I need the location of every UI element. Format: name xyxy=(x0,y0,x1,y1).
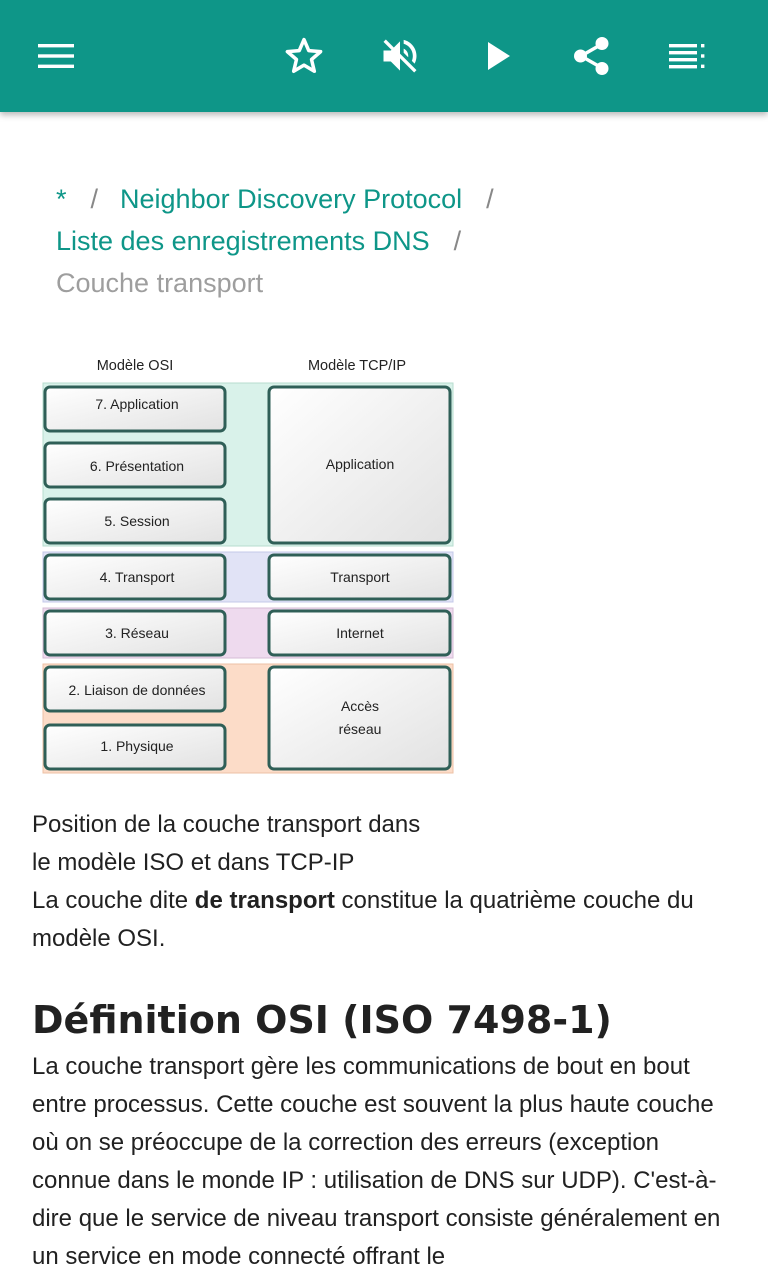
mute-button[interactable] xyxy=(372,28,428,84)
osi-tcpip-diagram xyxy=(33,345,463,795)
section-paragraph: La couche transport gère les communications de bout en bout entre processus. Cette couche est souvent la plus haute couche où on se préoccupe de la correction des erreurs (exception connue dans le monde IP : utilisation de DNS sur UDP). C'est-à-dire que le service de niveau transport consiste généralement en un service en mode connecté offrant le xyxy=(32,1053,721,1270)
breadcrumb-separator: / xyxy=(90,184,99,214)
caption-line-2: le modèle ISO et dans TCP-IP xyxy=(32,849,355,876)
osi-layer-5 xyxy=(45,499,225,543)
star-outline-icon xyxy=(283,35,325,77)
osi-layer-2-label: 2. Liaison de données xyxy=(68,682,206,698)
breadcrumb-separator: / xyxy=(453,226,462,256)
osi-tcpip-figure xyxy=(33,345,463,795)
tcpip-layer-application xyxy=(269,387,450,543)
volume-off-icon xyxy=(378,34,422,78)
tcpip-model-title: Modèle TCP/IP xyxy=(307,358,407,374)
breadcrumb-link-home[interactable]: * xyxy=(56,184,67,214)
share-icon xyxy=(571,35,613,77)
breadcrumb-link-neighbor-discovery[interactable]: Neighbor Discovery Protocol xyxy=(120,184,463,214)
osi-layer-6 xyxy=(45,443,225,487)
breadcrumb-link-dns-records[interactable]: Liste des enregistrements DNS xyxy=(56,226,430,256)
figure-caption xyxy=(32,806,492,882)
intro-text-after: constitue la quatrième couche du modèle OSI. xyxy=(32,887,694,952)
play-icon xyxy=(482,39,514,73)
breadcrumb-separator: / xyxy=(486,184,494,214)
tcpip-layer-transport-label: Transport xyxy=(330,569,390,585)
osi-layer-3-label: 3. Réseau xyxy=(105,625,169,641)
osi-model-title: Modèle OSI xyxy=(96,358,174,374)
section-heading: Définition OSI (ISO 7498-1) xyxy=(32,998,612,1042)
favorite-button[interactable] xyxy=(276,28,332,84)
osi-layer-6-label: 6. Présentation xyxy=(89,458,185,474)
menu-button[interactable] xyxy=(28,28,84,84)
tcpip-layer-transport xyxy=(269,555,450,599)
caption-line-1: Position de la couche transport dans xyxy=(32,811,421,838)
hamburger-menu-icon xyxy=(36,41,76,71)
tcpip-layer-internet-label: Internet xyxy=(336,625,384,641)
tcpip-layer-network-access-label-1: Accès xyxy=(340,698,380,714)
osi-layer-1-label: 1. Physique xyxy=(100,738,174,754)
osi-layer-7-label: 7. Application xyxy=(95,396,179,412)
share-button[interactable] xyxy=(564,28,620,84)
breadcrumb-line-2 xyxy=(56,220,736,262)
breadcrumb xyxy=(56,178,736,304)
breadcrumb-line-3 xyxy=(56,262,736,304)
playlist-icon xyxy=(668,41,708,71)
tcpip-layer-internet xyxy=(269,611,450,655)
play-button[interactable] xyxy=(470,28,526,84)
playlist-button[interactable] xyxy=(660,28,716,84)
osi-layer-7 xyxy=(45,387,225,431)
osi-layer-4 xyxy=(45,555,225,599)
osi-layer-3 xyxy=(45,611,225,655)
intro-paragraph xyxy=(32,882,742,958)
osi-layer-5-label: 5. Session xyxy=(104,513,170,529)
osi-layer-2 xyxy=(45,667,225,711)
osi-layer-4-label: 4. Transport xyxy=(99,569,175,585)
intro-bold-term: de transport xyxy=(194,887,335,914)
breadcrumb-line-1 xyxy=(56,178,736,220)
app-bar xyxy=(0,0,768,112)
tcpip-layer-application-label: Application xyxy=(325,456,395,472)
osi-layer-1 xyxy=(45,725,225,769)
breadcrumb-current: Couche transport xyxy=(56,268,264,298)
intro-text-before: La couche dite xyxy=(32,887,195,914)
tcpip-layer-network-access xyxy=(269,667,450,769)
tcpip-layer-network-access-label-2: réseau xyxy=(338,721,382,737)
